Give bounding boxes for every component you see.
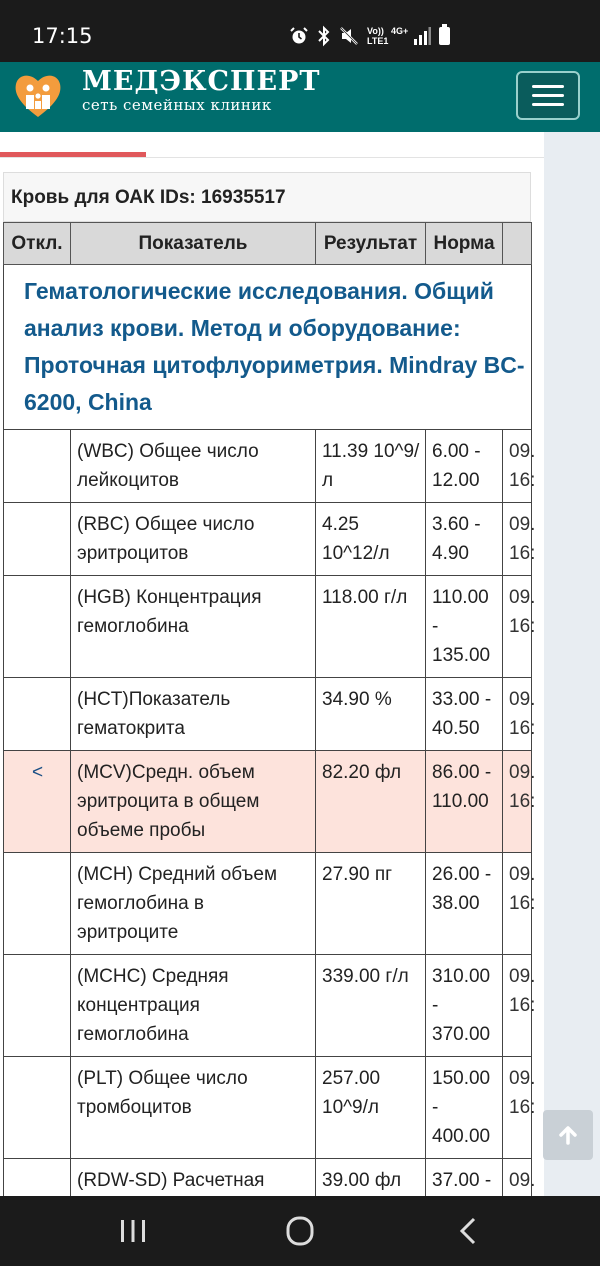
deviation-cell (4, 503, 71, 576)
scroll-to-top-button[interactable] (543, 1110, 593, 1160)
network-gen: 4G+ (391, 26, 409, 36)
site-header (0, 62, 600, 132)
norm-cell: 33.00 - 40.50 (426, 678, 503, 751)
date-cell: 09. 16: (503, 1057, 532, 1159)
col-indicator[interactable]: Показатель (71, 223, 316, 265)
header-row (4, 223, 532, 265)
col-date[interactable] (503, 223, 532, 265)
result-cell: 11.39 10^9/л (316, 430, 426, 503)
brand-subtitle: сеть семейных клиник (82, 96, 272, 114)
norm-cell: 150.00 - 400.00 (426, 1057, 503, 1159)
result-cell: 39.00 фл (316, 1159, 426, 1259)
result-cell: 118.00 г/л (316, 576, 426, 678)
norm-cell: 6.00 - 12.00 (426, 430, 503, 503)
result-cell: 34.90 % (316, 678, 426, 751)
indicator-cell: (MCHC) Средняя концентрация гемоглобина (71, 955, 316, 1057)
table-row (4, 678, 532, 751)
clinic-logo-icon[interactable] (13, 71, 63, 119)
status-time: 17:15 (32, 24, 93, 48)
time-line: 16: (509, 470, 536, 491)
report-table (3, 172, 536, 1259)
content-panel (0, 132, 544, 1196)
mute-icon (339, 26, 359, 46)
date-line: 09. (509, 441, 536, 462)
result-cell: 257.00 10^9/л (316, 1057, 426, 1159)
date-cell: 09. 16: (503, 576, 532, 678)
indicator-cell: (HCT)Показатель гематокрита (71, 678, 316, 751)
date-cell: 09. 16: (503, 503, 532, 576)
deviation-cell (4, 576, 71, 678)
col-result[interactable]: Результат (316, 223, 426, 265)
status-bar (0, 0, 600, 62)
table-row (4, 955, 532, 1057)
date-cell: 09. 16: (503, 955, 532, 1057)
norm-cell: 26.00 - 38.00 (426, 853, 503, 955)
table-row (4, 503, 532, 576)
col-norm[interactable]: Норма (426, 223, 503, 265)
date-cell: 09. (503, 1159, 532, 1259)
table-row-abnormal (4, 751, 532, 853)
norm-cell: 86.00 - 110.00 (426, 751, 503, 853)
result-cell: 82.20 фл (316, 751, 426, 853)
indicator-cell: (RDW-SD) Расчетная (71, 1159, 316, 1259)
indicator-cell: (WBC) Общее число лейкоцитов (71, 430, 316, 503)
group-row (4, 265, 532, 430)
report-caption: Кровь для ОАК IDs: 16935517 (3, 172, 531, 222)
indicator-cell: (MCV)Средн. объем эритроцита в общем объеме пробы (71, 751, 316, 853)
table-row (4, 576, 532, 678)
table-row (4, 430, 532, 503)
result-cell: 4.25 10^12/л (316, 503, 426, 576)
date-cell: 09. 16: (503, 678, 532, 751)
back-icon[interactable] (448, 1216, 488, 1246)
menu-button[interactable] (516, 71, 580, 120)
deviation-cell: < (4, 751, 71, 853)
indicator-cell: (HGB) Концентрация гемоглобина (71, 576, 316, 678)
norm-cell: 310.00 - 370.00 (426, 955, 503, 1057)
deviation-cell (4, 430, 71, 503)
norm-cell: 3.60 - 4.90 (426, 503, 503, 576)
active-tab-indicator (0, 152, 146, 157)
hamburger-icon (532, 85, 564, 88)
group-title: Гематологические исследования. Общий анализ крови. Метод и оборудование: Проточная цитофлуориметрия. Mindray BC- 6200, China (4, 265, 532, 430)
home-icon[interactable] (280, 1216, 320, 1246)
bluetooth-icon (317, 26, 331, 46)
brand-title: МЕДЭКСПЕРТ (82, 66, 321, 97)
table-row (4, 1057, 532, 1159)
signal-icon (413, 27, 431, 45)
network-label: Vo)) LTE1 (367, 26, 389, 46)
date-cell: 09. 16: (503, 853, 532, 955)
table-row (4, 853, 532, 955)
norm-cell: 110.00 - 135.00 (426, 576, 503, 678)
arrow-up-icon (557, 1124, 579, 1146)
deviation-cell (4, 853, 71, 955)
col-deviation[interactable]: Откл. (4, 223, 71, 265)
alarm-icon (290, 27, 308, 45)
norm-cell: 37.00 - (426, 1159, 503, 1259)
battery-icon (439, 27, 450, 45)
deviation-cell (4, 1057, 71, 1159)
result-cell: 27.90 пг (316, 853, 426, 955)
tab-strip (0, 132, 544, 158)
date-cell (503, 430, 536, 503)
indicator-cell: (RBC) Общее число эритроцитов (71, 503, 316, 576)
android-nav-bar (0, 1196, 600, 1266)
result-cell: 339.00 г/л (316, 955, 426, 1057)
date-cell: 09. 16: (503, 751, 532, 853)
deviation-cell (4, 955, 71, 1057)
indicator-cell: (PLT) Общее число тромбоцитов (71, 1057, 316, 1159)
deviation-cell (4, 678, 71, 751)
recent-apps-icon[interactable] (113, 1216, 153, 1246)
indicator-cell: (MCH) Средний объем гемоглобина в эритроците (71, 853, 316, 955)
